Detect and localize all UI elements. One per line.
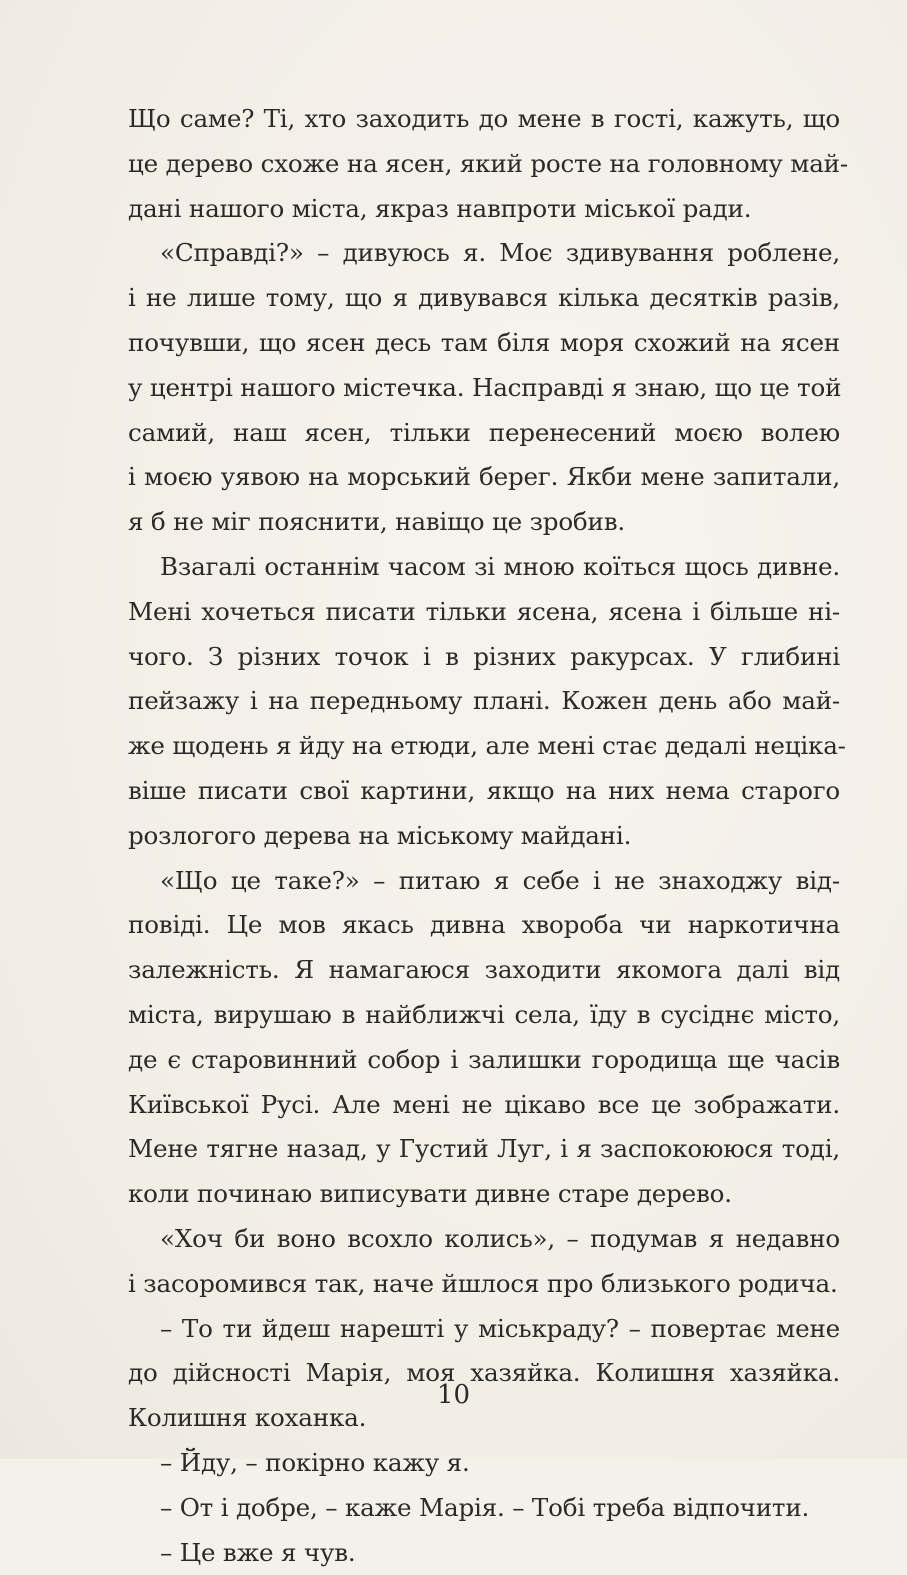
text-line: і не лише тому, що я дивувався кілька десятків разів, [128, 276, 840, 321]
page-number: 10 [0, 1380, 907, 1410]
text-line: чого. З різних точок і в різних ракурсах. У глибині [128, 635, 840, 680]
text-line: я б не міг пояснити, навіщо це зробив. [128, 500, 840, 545]
text-line: же щодень я йду на етюди, але мені стає дедалі неціка- [128, 724, 840, 769]
text-line: самий, наш ясен, тільки перенесений моєю волею [128, 411, 840, 456]
text-line: Мене тягне назад, у Густий Луг, і я заспокоююся тоді, [128, 1127, 840, 1172]
text-line: Колишня коханка. [128, 1396, 840, 1441]
text-line: Взагалі останнім часом зі мною коїться щось дивне. [128, 545, 840, 590]
text-line: у центрі нашого містечка. Насправді я знаю, що це той [128, 366, 840, 411]
text-line: коли починаю виписувати дивне старе дерево. [128, 1172, 840, 1217]
text-line: Мені хочеться писати тільки ясена, ясена і більше ні- [128, 590, 840, 635]
text-line: міста, вирушаю в найближчі села, їду в сусіднє місто, [128, 993, 840, 1038]
text-line: почувши, що ясен десь там біля моря схожий на ясен [128, 321, 840, 366]
text-line: віше писати свої картини, якщо на них нема старого [128, 769, 840, 814]
text-line: – Йду, – покірно кажу я. [128, 1441, 840, 1486]
text-line: дані нашого міста, якраз навпроти міської ради. [128, 187, 840, 232]
text-line: де є старовинний собор і залишки городища ще часів [128, 1038, 840, 1083]
text-line: Що саме? Ті, хто заходить до мене в гості, кажуть, що [128, 97, 840, 142]
text-line: – То ти йдеш нарешті у міськраду? – повертає мене [128, 1307, 840, 1352]
text-line: це дерево схоже на ясен, який росте на головному май- [128, 142, 840, 187]
text-line: залежність. Я намагаюся заходити якомога далі від [128, 948, 840, 993]
text-line: розлогого дерева на міському майдані. [128, 814, 840, 859]
text-line: – От і добре, – каже Марія. – Тобі треба відпочити. [128, 1486, 840, 1531]
text-line: і моєю уявою на морський берег. Якби мене запитали, [128, 455, 840, 500]
text-line: «Що це таке?» – питаю я себе і не знаходжу від- [128, 859, 840, 904]
text-line: Київської Русі. Але мені не цікаво все це зображати. [128, 1083, 840, 1128]
text-line: – Це вже я чув. [128, 1531, 840, 1575]
text-line: пейзажу і на передньому плані. Кожен день або май- [128, 679, 840, 724]
text-line: і засоромився так, наче йшлося про близького родича. [128, 1262, 840, 1307]
page-body-text [128, 97, 840, 1575]
text-line: до дійсності Марія, моя хазяйка. Колишня хазяйка. [128, 1351, 840, 1396]
text-line: повіді. Це мов якась дивна хвороба чи наркотична [128, 903, 840, 948]
text-line: «Хоч би воно всохло колись», – подумав я недавно [128, 1217, 840, 1262]
text-line: «Справді?» – дивуюсь я. Моє здивування роблене, [128, 231, 840, 276]
